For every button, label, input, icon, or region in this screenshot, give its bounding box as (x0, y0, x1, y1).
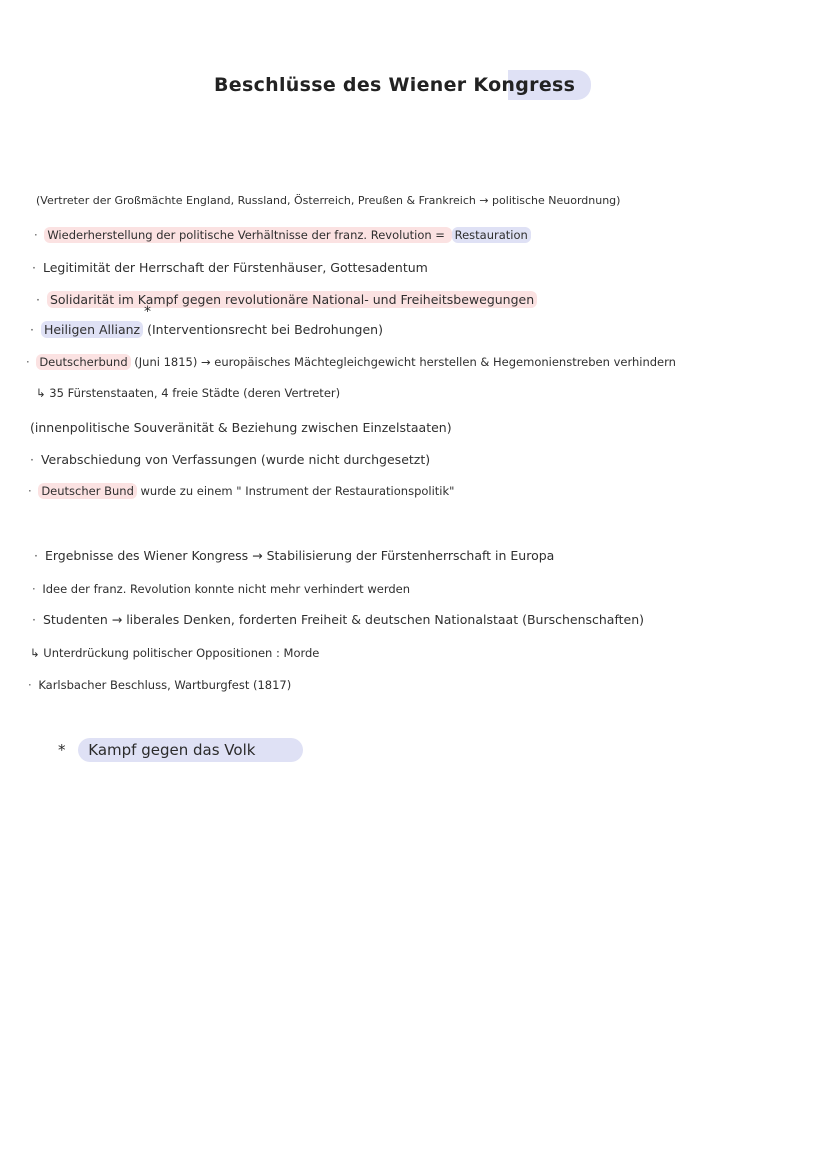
bullet-dot: · (30, 452, 34, 467)
footnote-text: Kampf gegen das Volk (78, 738, 303, 762)
german-confederation-term: Deutscherbund (36, 354, 130, 370)
bullet-dot: · (28, 678, 32, 692)
note-line-restoration (34, 228, 531, 242)
bullet-dot: · (36, 292, 40, 307)
bullet-dot: · (30, 322, 34, 337)
note-line-solidarity: · Solidarität im Kampf gegen revolutionäre National- und Freiheitsbewegungen (36, 292, 537, 307)
page-title (208, 70, 591, 100)
note-line-constitutions: · Verabschiedung von Verfassungen (wurde nicht durchgesetzt) (30, 452, 431, 467)
bullet-dot: · (32, 612, 36, 627)
note-line-students: · Studenten → liberales Denken, forderten Freiheit & deutschen Nationalstaat (Burschenschaften) (32, 612, 645, 627)
bullet-dot: · (26, 355, 30, 369)
note-line-results: · Ergebnisse des Wiener Kongress → Stabilisierung der Fürstenherrschaft in Europa (34, 548, 555, 563)
bullet-dot: · (34, 548, 38, 563)
note-line-german-confederation: · Deutscherbund (Juni 1815) → europäisches Mächtegleichgewicht herstellen & Hegemonienstreben verhindern (26, 355, 676, 369)
holy-alliance-term: Heiligen Allianz (41, 321, 143, 338)
restoration-text: Wiederherstellung der politische Verhältnisse der franz. Revolution = (44, 227, 451, 243)
restoration-term: Restauration (452, 227, 531, 243)
bullet-dot: · (34, 228, 38, 242)
note-line-instrument: · Deutscher Bund wurde zu einem " Instrument der Restaurationspolitik" (28, 484, 455, 498)
note-line-sovereignty: (innenpolitische Souveränität & Beziehung zwischen Einzelstaaten) (30, 420, 452, 435)
bullet-dot: · (32, 260, 36, 275)
german-bund-term: Deutscher Bund (38, 483, 137, 499)
note-line-states: ↳ 35 Fürstenstaaten, 4 freie Städte (deren Vertreter) (36, 386, 341, 400)
note-line-idea: · Idee der franz. Revolution konnte nicht mehr verhindert werden (32, 582, 411, 596)
asterisk-marker: * (144, 304, 151, 320)
note-line-suppression: ↳ Unterdrückung politischer Oppositionen : Morde (30, 646, 320, 660)
note-line-karlsbad: · Karlsbacher Beschluss, Wartburgfest (1817) (28, 678, 292, 692)
note-line-representatives: (Vertreter der Großmächte England, Russland, Österreich, Preußen & Frankreich → politische Neuordnung) (36, 194, 621, 207)
note-line-holy-alliance: · Heiligen Allianz (Interventionsrecht bei Bedrohungen) (30, 322, 383, 337)
note-line-legitimacy: · Legitimität der Herrschaft der Fürstenhäuser, Gottesadentum (32, 260, 428, 275)
bullet-dot: · (32, 582, 36, 596)
footnote (58, 738, 303, 762)
bullet-dot: · (28, 484, 32, 498)
title-text: Beschlüsse des Wiener Kongress (214, 74, 576, 96)
footnote-marker: * (58, 741, 66, 759)
